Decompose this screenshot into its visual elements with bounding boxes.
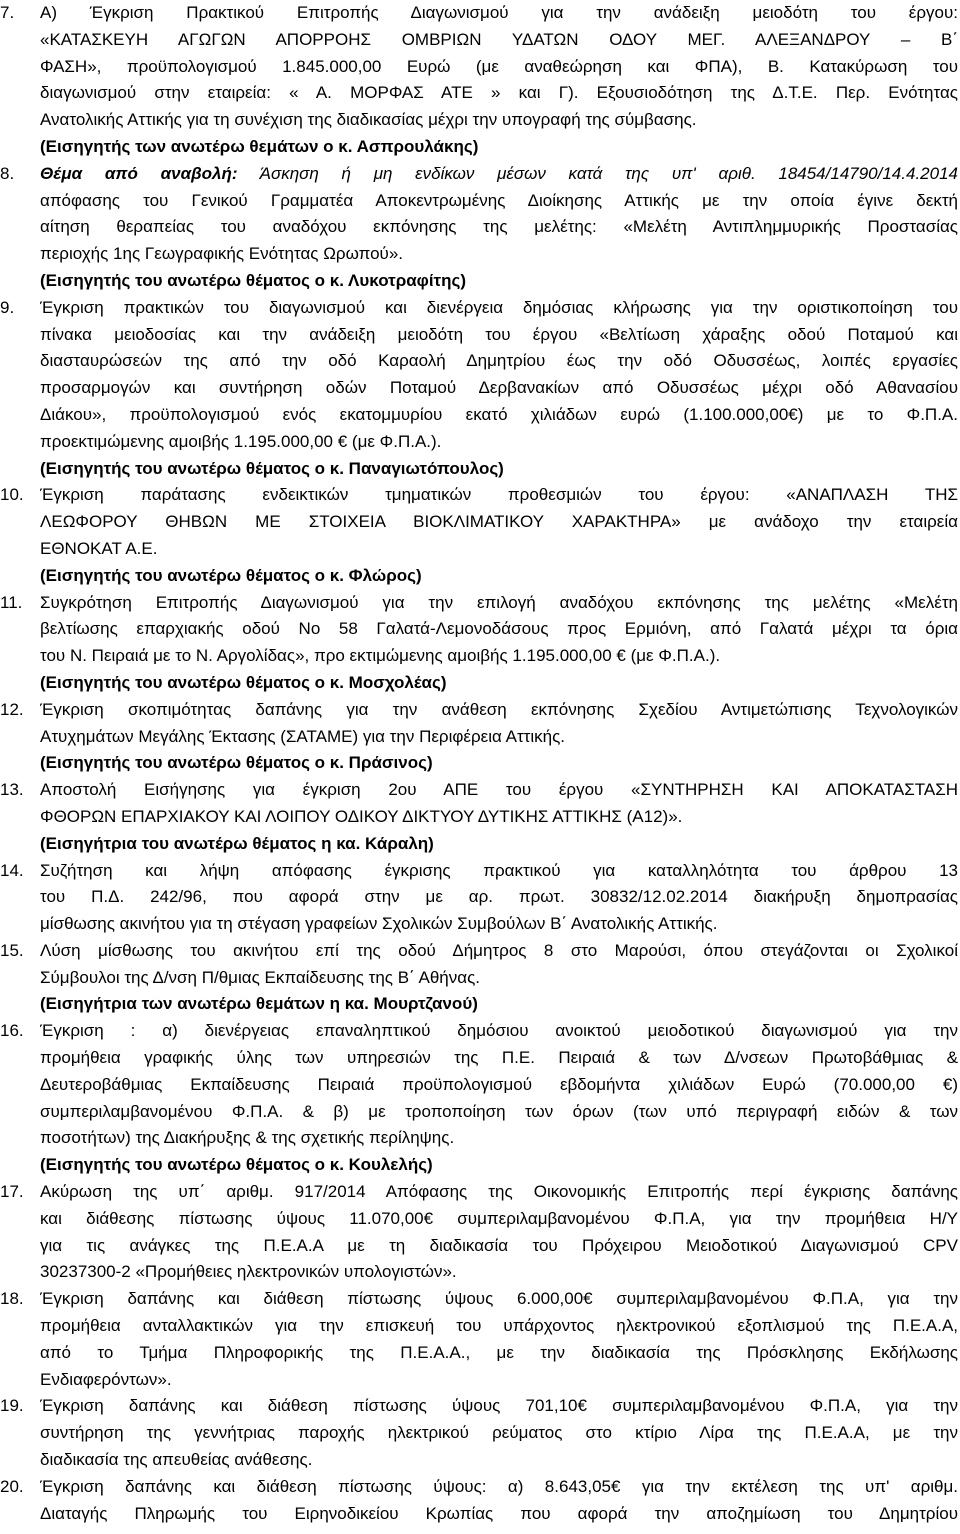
agenda-item bbox=[0, 482, 958, 589]
item-text-line: Α) Έγκριση Πρακτικού Επιτροπής Διαγωνισμού για την ανάδειξη μειοδότη του έργου: bbox=[40, 3, 958, 22]
rapporteur-line: (Εισηγήτρια των ανωτέρω θεμάτων η κα. Μουρτζανού) bbox=[40, 994, 478, 1014]
item-text-line: Ενδιαφερόντων». bbox=[40, 1369, 172, 1389]
item-body bbox=[40, 1018, 958, 1179]
item-text-line: συντήρηση της γεννήτριας παροχής ηλεκτρικού ρεύματος στο κτίριο Λίρα της Π.Ε.Α.Α, με την bbox=[40, 1423, 958, 1443]
agenda-item bbox=[0, 590, 958, 697]
agenda-item bbox=[0, 1286, 958, 1393]
item-number: 14. bbox=[0, 860, 24, 880]
item-text-line: μίσθωσης ακινήτου για τη στέγαση γραφείων Σχολικών Συμβούλων Β΄ Ανατολικής Αττικής. bbox=[40, 914, 718, 934]
rapporteur-line: (Εισηγήτρια του ανωτέρω θέματος η κα. Κάραλη) bbox=[40, 833, 434, 853]
agenda-item bbox=[0, 161, 958, 295]
item-text-line: συμπεριλαμβανομένου Φ.Π.Α. & β) με τροποποίηση των όρων (των υπό περιγραφή ειδών & των bbox=[40, 1101, 958, 1121]
item-text-line: για τις ανάγκες της Π.Ε.Α.Α με τη διαδικασία του Πρόχειρου Μειοδοτικού Διαγωνισμού CPV bbox=[40, 1235, 958, 1255]
item-text-line: Δευτεροβάθμιας Εκπαίδευσης Πειραιά προϋπολογισμού εβδομήντα χιλιάδων Ευρώ (70.000,00 €) bbox=[40, 1074, 958, 1094]
item-text-line: προμήθεια ανταλλακτικών για την επισκευή του υπάρχοντος ηλεκτρονικού εξοπλισμού της Π.Ε.Α.Α, bbox=[40, 1316, 958, 1336]
item-text-line: περιοχής 1ης Γεωγραφικής Ενότητας Ωρωπού». bbox=[40, 244, 404, 264]
item-body bbox=[40, 1179, 958, 1286]
item-text-line: Έγκριση σκοπιμότητας δαπάνης για την ανάθεση εκπόνησης Σχεδίου Αντιμετώπισης Τεχνολογικών bbox=[40, 699, 958, 719]
item-text-line: Έγκριση δαπάνης και διάθεση πίστωσης ύψους 701,10€ συμπεριλαμβανομένου Φ.Π.Α, για την bbox=[40, 1396, 958, 1416]
item-body bbox=[40, 1474, 958, 1528]
agenda-item bbox=[0, 938, 958, 1018]
agenda-item bbox=[0, 0, 958, 161]
item-text-line: προεκτιμώμενης αμοιβής 1.195.000,00 € (με Φ.Π.Α.). bbox=[40, 431, 442, 451]
item-text-line: διαδικασία της απευθείας ανάθεσης. bbox=[40, 1450, 313, 1470]
item-text-line: «ΚΑΤΑΣΚΕΥΗ ΑΓΩΓΩΝ ΑΠΟΡΡΟΗΣ ΟΜΒΡΙΩΝ ΥΔΑΤΩΝ ΟΔΟΥ ΜΕΓ. ΑΛΕΞΑΝΔΡΟΥ – Β΄ bbox=[40, 29, 958, 49]
rapporteur-line: (Εισηγητής του ανωτέρω θέματος ο κ. Πράσινος) bbox=[40, 753, 433, 773]
item-number: 19. bbox=[0, 1396, 24, 1416]
item-number: 11. bbox=[0, 592, 23, 612]
item-text-line: Έγκριση παράτασης ενδεικτικών τμηματικών προθεσμιών του έργου: «ΑΝΑΠΛΑΣΗ ΤΗΣ bbox=[40, 485, 958, 505]
item-body bbox=[40, 1286, 958, 1393]
agenda-item bbox=[0, 1474, 958, 1528]
subject-text: Άσκηση ή μη ενδίκων μέσων κατά της υπ' αριθ. 18454/14790/14.4.2014 bbox=[237, 163, 958, 183]
rapporteur-line: (Εισηγητής του ανωτέρω θέματος ο κ. Παναγιωτόπουλος) bbox=[40, 458, 504, 478]
item-text-line: διαγωνισμού στην εταιρεία: « Α. ΜΟΡΦΑΣ ΑΤΕ » και Γ). Εξουσιοδότηση της Δ.Τ.Ε. Περ. Ενότητας bbox=[40, 83, 958, 103]
item-text-line: Έγκριση πρακτικών του διαγωνισμού και διενέργεια δημόσιας κλήρωσης για την οριστικοποίηση του bbox=[40, 297, 958, 317]
item-text-line: ΦΑΣΗ», προϋπολογισμού 1.845.000,00 Ευρώ (με αναθεώρηση και ΦΠΑ), Β. Κατακύρωση του bbox=[40, 56, 958, 76]
item-text-line: αίτηση θεραπείας του αναδόχου εκπόνησης της μελέτης: «Μελέτη Αντιπλημμυρικής Προστασίας bbox=[40, 217, 958, 237]
agenda-item bbox=[0, 697, 958, 777]
item-text-line: ΦΘΟΡΩΝ ΕΠΑΡΧΙΑΚΟΥ ΚΑΙ ΛΟΙΠΟΥ ΟΔΙΚΟΥ ΔΙΚΤΥΟΥ ΔΥΤΙΚΗΣ ΑΤΤΙΚΗΣ (Α12)». bbox=[40, 806, 683, 826]
item-number: 15. bbox=[0, 940, 24, 960]
item-body bbox=[40, 590, 958, 697]
item-text-line: Έγκριση δαπάνης και διάθεση πίστωσης ύψους 6.000,00€ συμπεριλαμβανομένου Φ.Π.Α, για την bbox=[40, 1289, 958, 1309]
item-number: 16. bbox=[0, 1021, 24, 1041]
item-text-line: Διάκου», προϋπολογισμού ενός εκατομμυρίου εκατό χιλιάδων ευρώ (1.100.000,00€) με το Φ.Π.Α. bbox=[40, 404, 958, 424]
item-text-line: πίνακα μειοδοσίας και την ανάδειξη μειοδότη του έργου «Βελτίωση χάραξης οδού Ποταμού και bbox=[40, 324, 958, 344]
item-text-line: Διαταγής Πληρωμής του Ειρηνοδικείου Κρωπίας που αφορά την αποζημίωση του Δημητρίου bbox=[40, 1503, 958, 1523]
item-text-line: ποσοτήτων) της Διακήρυξης & της σχετικής περίληψης. bbox=[40, 1128, 455, 1148]
item-text-line: Συγκρότηση Επιτροπής Διαγωνισμού για την επιλογή αναδόχου εκπόνησης της μελέτης «Μελέτη bbox=[40, 592, 958, 612]
item-text-line: του Π.Δ. 242/96, που αφορά στην με αρ. πρωτ. 30832/12.02.2014 διακήρυξη δημοπρασίας bbox=[40, 887, 958, 907]
item-body bbox=[40, 938, 958, 1018]
item-text-line: Λύση μίσθωσης του ακινήτου επί της οδού Δήμητρος 8 στο Μαρούσι, όπου στεγάζονται οι Σχολικοί bbox=[40, 940, 958, 960]
item-number: 18. bbox=[0, 1289, 24, 1309]
item-number: 13. bbox=[0, 780, 24, 800]
item-text-line: 30237300-2 «Προμήθειες ηλεκτρονικών υπολογιστών». bbox=[40, 1262, 457, 1282]
item-text-line: διασταυρώσεών της από την οδό Καραολή Δημητρίου έως την οδό Οδυσσέως, λοιπές εργασίες bbox=[40, 351, 958, 371]
item-text-line: Έγκριση δαπάνης και διάθεση πίστωσης ύψους: α) 8.643,05€ για την εκτέλεση της υπ' αριθμ. bbox=[40, 1476, 958, 1496]
agenda-item bbox=[0, 1393, 958, 1473]
item-text-line: του Ν. Πειραιά με το Ν. Αργολίδας», προ εκτιμώμενης αμοιβής 1.195.000,00 € (με Φ.Π.Α.). bbox=[40, 646, 721, 666]
item-text-line: βελτίωσης επαρχιακής οδού Νο 58 Γαλατά-Λεμονοδάσους προς Ερμιόνη, από Γαλατά μέχρι τα όρια bbox=[40, 619, 958, 639]
rapporteur-line: (Εισηγητής των ανωτέρω θεμάτων ο κ. Ασπρουλάκης) bbox=[40, 136, 479, 156]
item-text-line: Σύμβουλοι της Δ/νση Π/θμιας Εκπαίδευσης της Β΄ Αθήνας. bbox=[40, 967, 480, 987]
item-number: 8. bbox=[0, 163, 15, 183]
item-text-line: Ατυχημάτων Μεγάλης Έκτασης (ΣΑΤΑΜΕ) για την Περιφέρεια Αττικής. bbox=[40, 726, 566, 746]
item-body bbox=[40, 777, 958, 857]
agenda-item bbox=[0, 1018, 958, 1179]
item-text-line: προσαρμογών και συντήρηση οδών Ποταμού Δερβανακίων από Οδυσσέως μέχρι οδό Αθανασίου bbox=[40, 378, 958, 398]
agenda-item bbox=[0, 295, 958, 483]
agenda-item bbox=[0, 1179, 958, 1286]
rapporteur-line: (Εισηγητής του ανωτέρω θέματος ο κ. Κουλελής) bbox=[40, 1155, 433, 1175]
item-body bbox=[40, 295, 958, 483]
subject-label: Θέμα από αναβολή: bbox=[40, 163, 238, 183]
item-number: 10. bbox=[0, 485, 24, 505]
item-text-line: Συζήτηση και λήψη απόφασης έγκρισης πρακτικού για καταλληλότητα του άρθρου 13 bbox=[40, 860, 958, 880]
item-number: 9. bbox=[0, 297, 15, 317]
item-text-line bbox=[40, 161, 958, 188]
agenda-item bbox=[0, 777, 958, 857]
item-text-line: Έγκριση : α) διενέργειας επαναληπτικού δημόσιου ανοικτού μειοδοτικού διαγωνισμού για την bbox=[40, 1021, 958, 1041]
rapporteur-line: (Εισηγητής του ανωτέρω θέματος ο κ. Μοσχολέας) bbox=[40, 672, 447, 692]
item-body bbox=[40, 482, 958, 589]
rapporteur-line: (Εισηγητής του ανωτέρω θέματος ο κ. Φλώρος) bbox=[40, 565, 422, 585]
item-text-line: Αποστολή Εισήγησης για έγκριση 2ου ΑΠΕ του έργου «ΣΥΝΤΗΡΗΣΗ ΚΑΙ ΑΠΟΚΑΤΑΣΤΑΣΗ bbox=[40, 780, 958, 800]
item-number: 20. bbox=[0, 1476, 24, 1496]
item-number: 7. bbox=[0, 3, 15, 22]
agenda-item bbox=[0, 858, 958, 938]
item-text-line: ΛΕΩΦΟΡΟΥ ΘΗΒΩΝ ΜΕ ΣΤΟΙΧΕΙΑ ΒΙΟΚΛΙΜΑΤΙΚΟΥ ΧΑΡΑΚΤΗΡΑ» με ανάδοχο την εταιρεία bbox=[40, 512, 958, 532]
item-number: 17. bbox=[0, 1182, 24, 1202]
item-text-line: από το Τμήμα Πληροφορικής της Π.Ε.Α.Α., με την διαδικασία της Πρόσκλησης Εκδήλωσης bbox=[40, 1342, 958, 1362]
item-number: 12. bbox=[0, 699, 24, 719]
item-text-line: Ανατολικής Αττικής για τη συνέχιση της διαδικασίας μέχρι την υπογραφή της σύμβασης. bbox=[40, 110, 697, 130]
item-text-line: απόφασης του Γενικού Γραμματέα Αποκεντρωμένης Διοίκησης Αττικής με την οποία έγινε δεκτή bbox=[40, 190, 958, 210]
item-body bbox=[40, 1393, 958, 1473]
rapporteur-line: (Εισηγητής του ανωτέρω θέματος ο κ. Λυκοτραφίτης) bbox=[40, 270, 467, 290]
item-body bbox=[40, 697, 958, 777]
item-text-line: ΕΘΝΟΚΑΤ Α.Ε. bbox=[40, 538, 158, 558]
item-text-line: και διάθεσης πίστωσης ύψους 11.070,00€ συμπεριλαμβανομένου Φ.Π.Α, για την προμήθεια Η/Υ bbox=[40, 1208, 958, 1228]
item-body bbox=[40, 0, 958, 161]
item-text-line: Ακύρωση της υπ΄ αριθμ. 917/2014 Απόφασης της Οικονομικής Επιτροπής περί έγκρισης δαπάνης bbox=[40, 1182, 958, 1202]
item-body bbox=[40, 161, 958, 295]
item-body bbox=[40, 858, 958, 938]
item-text-line: προμήθεια γραφικής ύλης των υπηρεσιών της Π.Ε. Πειραιά & των Δ/νσεων Πρωτοβάθμιας & bbox=[40, 1048, 958, 1068]
